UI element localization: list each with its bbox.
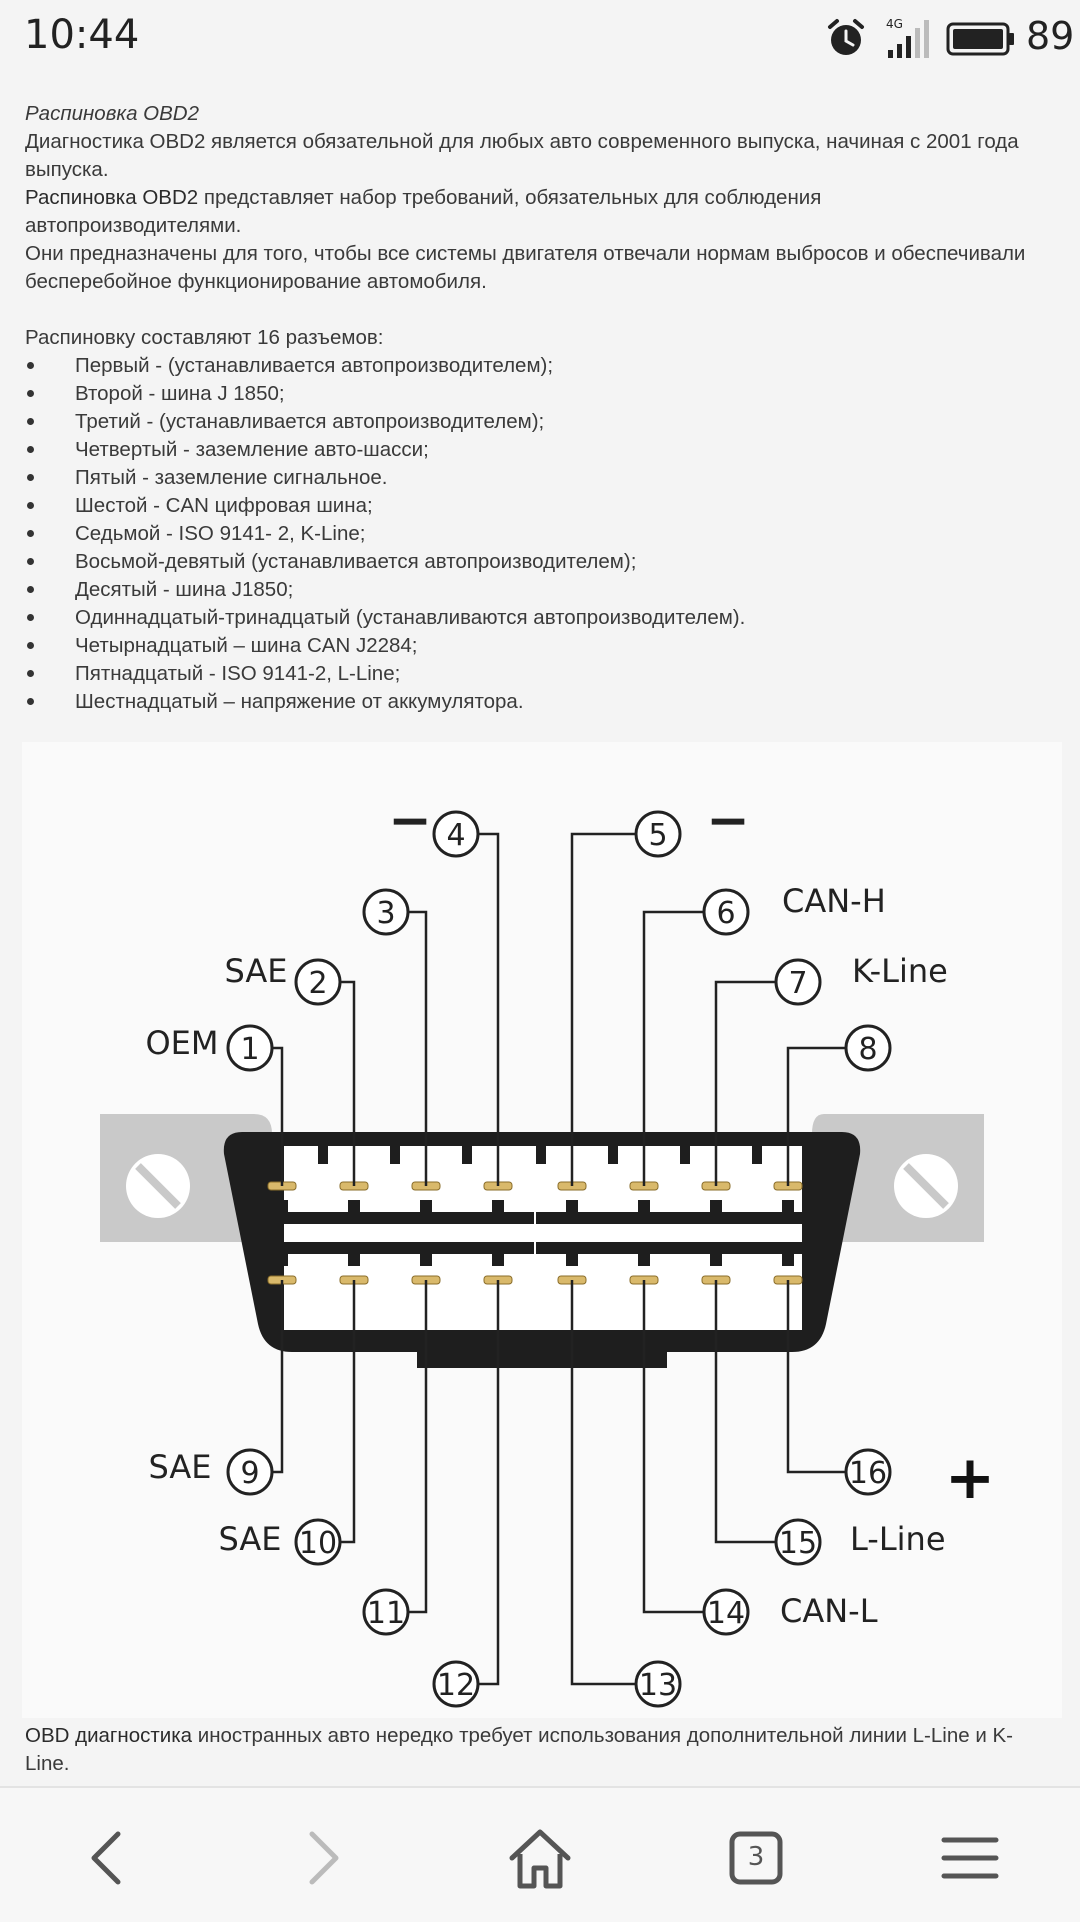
- paragraph-1: Диагностика OBD2 является обязательной для любых авто современного выпуска, начиная с 2001 года выпуска.: [25, 130, 1019, 181]
- pin-badge: [364, 1590, 408, 1634]
- pin-badge: [636, 1662, 680, 1706]
- list-item: Пятый - заземление сигнальное.: [25, 464, 1035, 492]
- obd2-diagram-svg: [22, 742, 1062, 1718]
- alarm-icon: [826, 18, 866, 58]
- browser-nav-bar: [0, 1786, 1080, 1922]
- cell-divider: [710, 1242, 722, 1266]
- cell-divider: [348, 1200, 360, 1224]
- cell-divider: [536, 1146, 546, 1164]
- list-item: Десятый - шина J1850;: [25, 576, 1035, 604]
- cell-divider: [492, 1200, 504, 1224]
- footer-bold: OBD диагностика: [25, 1724, 193, 1747]
- list-item: Пятнадцатый - ISO 9141-2, L-Line;: [25, 660, 1035, 688]
- list-item: Четвертый - заземление авто-шасси;: [25, 436, 1035, 464]
- connector-cavity: [284, 1146, 802, 1330]
- cell-divider: [462, 1146, 472, 1164]
- cell-divider: [638, 1242, 650, 1266]
- cell-divider: [608, 1146, 618, 1164]
- pin-badge: [296, 960, 340, 1004]
- pin-number: 8: [858, 1032, 878, 1067]
- pin-number: 3: [376, 896, 396, 931]
- cell-divider: [390, 1146, 400, 1164]
- label-pin16-power: +: [944, 1443, 996, 1513]
- paragraph-2-bold: Распиновка OBD2: [25, 186, 199, 209]
- cell-divider: [276, 1200, 288, 1224]
- pin-badge: [704, 1590, 748, 1634]
- list-item: Седьмой - ISO 9141- 2, K-Line;: [25, 520, 1035, 548]
- list-item: Первый - (устанавливается автопроизводителем);: [25, 352, 1035, 380]
- pin-badge: [434, 812, 478, 856]
- paragraph-2: [25, 184, 1035, 240]
- cell-divider: [566, 1242, 578, 1266]
- pin-badge: [776, 960, 820, 1004]
- cell-divider: [318, 1146, 328, 1164]
- signal-icon: [884, 16, 936, 60]
- menu-icon[interactable]: [930, 1818, 1010, 1898]
- pin-badge: [228, 1026, 272, 1070]
- cell-divider: [782, 1242, 794, 1266]
- pin-number: 12: [436, 1668, 476, 1703]
- pin-badge: [364, 890, 408, 934]
- obd2-pinout-diagram: [22, 742, 1062, 1718]
- cell-divider: [680, 1146, 690, 1164]
- article: [25, 100, 1035, 716]
- pin-number: 9: [240, 1456, 260, 1491]
- footer-paragraph: [25, 1722, 1035, 1778]
- pin-number: 11: [366, 1596, 406, 1631]
- pin-number: 14: [706, 1596, 746, 1631]
- label-pin5-ground: −: [706, 791, 750, 851]
- tabs-count: 3: [747, 1842, 765, 1872]
- pin-number: 13: [638, 1668, 678, 1703]
- footer-rest: иностранных авто нередко требует использования дополнительной линии L-Line и K-Line.: [25, 1724, 1013, 1775]
- forward-icon[interactable]: [282, 1818, 362, 1898]
- cell-divider: [276, 1242, 288, 1266]
- page-content: [0, 78, 1080, 1786]
- cell-divider: [420, 1242, 432, 1266]
- network-type: 4G: [886, 17, 903, 31]
- list-item: Шестнадцатый – напряжение от аккумулятора.: [25, 688, 1035, 716]
- list-item: Одиннадцатый-тринадцатый (устанавливаются автопроизводителем).: [25, 604, 1035, 632]
- paragraph-2-rest: представляет набор требований, обязательных для соблюдения автопроизводителями.: [25, 186, 822, 237]
- pin-badge: [704, 890, 748, 934]
- cell-divider: [710, 1200, 722, 1224]
- cell-divider: [752, 1146, 762, 1164]
- battery-icon: [946, 22, 1016, 56]
- back-icon[interactable]: [68, 1818, 148, 1898]
- label-pin10-sae: SAE: [218, 1520, 282, 1558]
- label-pin9-sae: SAE: [148, 1448, 212, 1486]
- list-item: Восьмой-девятый (устанавливается автопроизводителем);: [25, 548, 1035, 576]
- pin-badge: [434, 1662, 478, 1706]
- pin-badge: [846, 1026, 890, 1070]
- paragraph-3: Они предназначены для того, чтобы все системы двигателя отвечали нормам выбросов и обеспечивали бесперебойное функционирование автомобиля.: [25, 242, 1026, 293]
- label-pin6-canh: CAN-H: [782, 882, 886, 920]
- label-pin14-canl: CAN-L: [780, 1592, 878, 1630]
- label-pin2-sae: SAE: [224, 952, 288, 990]
- cell-divider: [638, 1200, 650, 1224]
- pin-number: 15: [778, 1526, 818, 1561]
- label-pin1-oem: OEM: [145, 1024, 219, 1062]
- pin-number: 16: [848, 1456, 888, 1491]
- pin-number: 10: [298, 1526, 338, 1561]
- pin-list: [25, 352, 1035, 716]
- cell-divider: [782, 1200, 794, 1224]
- tabs-button[interactable]: [716, 1818, 796, 1898]
- pin-badge: [846, 1450, 890, 1494]
- cell-divider: [420, 1200, 432, 1224]
- pin-number: 5: [648, 818, 668, 853]
- pin-number: 7: [788, 966, 808, 1001]
- article-title: Распиновка OBD2: [25, 102, 199, 125]
- label-pin15-lline: L-Line: [850, 1520, 946, 1558]
- pin-number: 1: [240, 1032, 260, 1067]
- status-bar: [0, 0, 1080, 78]
- list-item: Четырнадцатый – шина CAN J2284;: [25, 632, 1035, 660]
- cell-divider: [492, 1242, 504, 1266]
- label-pin4-ground: −: [388, 791, 432, 851]
- label-pin7-kline: K-Line: [852, 952, 948, 990]
- pin-badge: [636, 812, 680, 856]
- list-item: Шестой - CAN цифровая шина;: [25, 492, 1035, 520]
- pin-badge: [228, 1450, 272, 1494]
- battery-level: 89: [1026, 14, 1075, 58]
- pin-badge: [296, 1520, 340, 1564]
- pin-number: 2: [308, 966, 328, 1001]
- pin-badge: [776, 1520, 820, 1564]
- cell-divider: [246, 1146, 256, 1164]
- list-item: Третий - (устанавливается автопроизводителем);: [25, 408, 1035, 436]
- home-icon[interactable]: [500, 1818, 580, 1898]
- list-item: Второй - шина J 1850;: [25, 380, 1035, 408]
- status-time: 10:44: [24, 12, 140, 58]
- cell-divider: [566, 1200, 578, 1224]
- pin-number: 6: [716, 896, 736, 931]
- cell-divider: [348, 1242, 360, 1266]
- pin-number: 4: [446, 818, 466, 853]
- list-intro: Распиновку составляют 16 разъемов:: [25, 326, 384, 349]
